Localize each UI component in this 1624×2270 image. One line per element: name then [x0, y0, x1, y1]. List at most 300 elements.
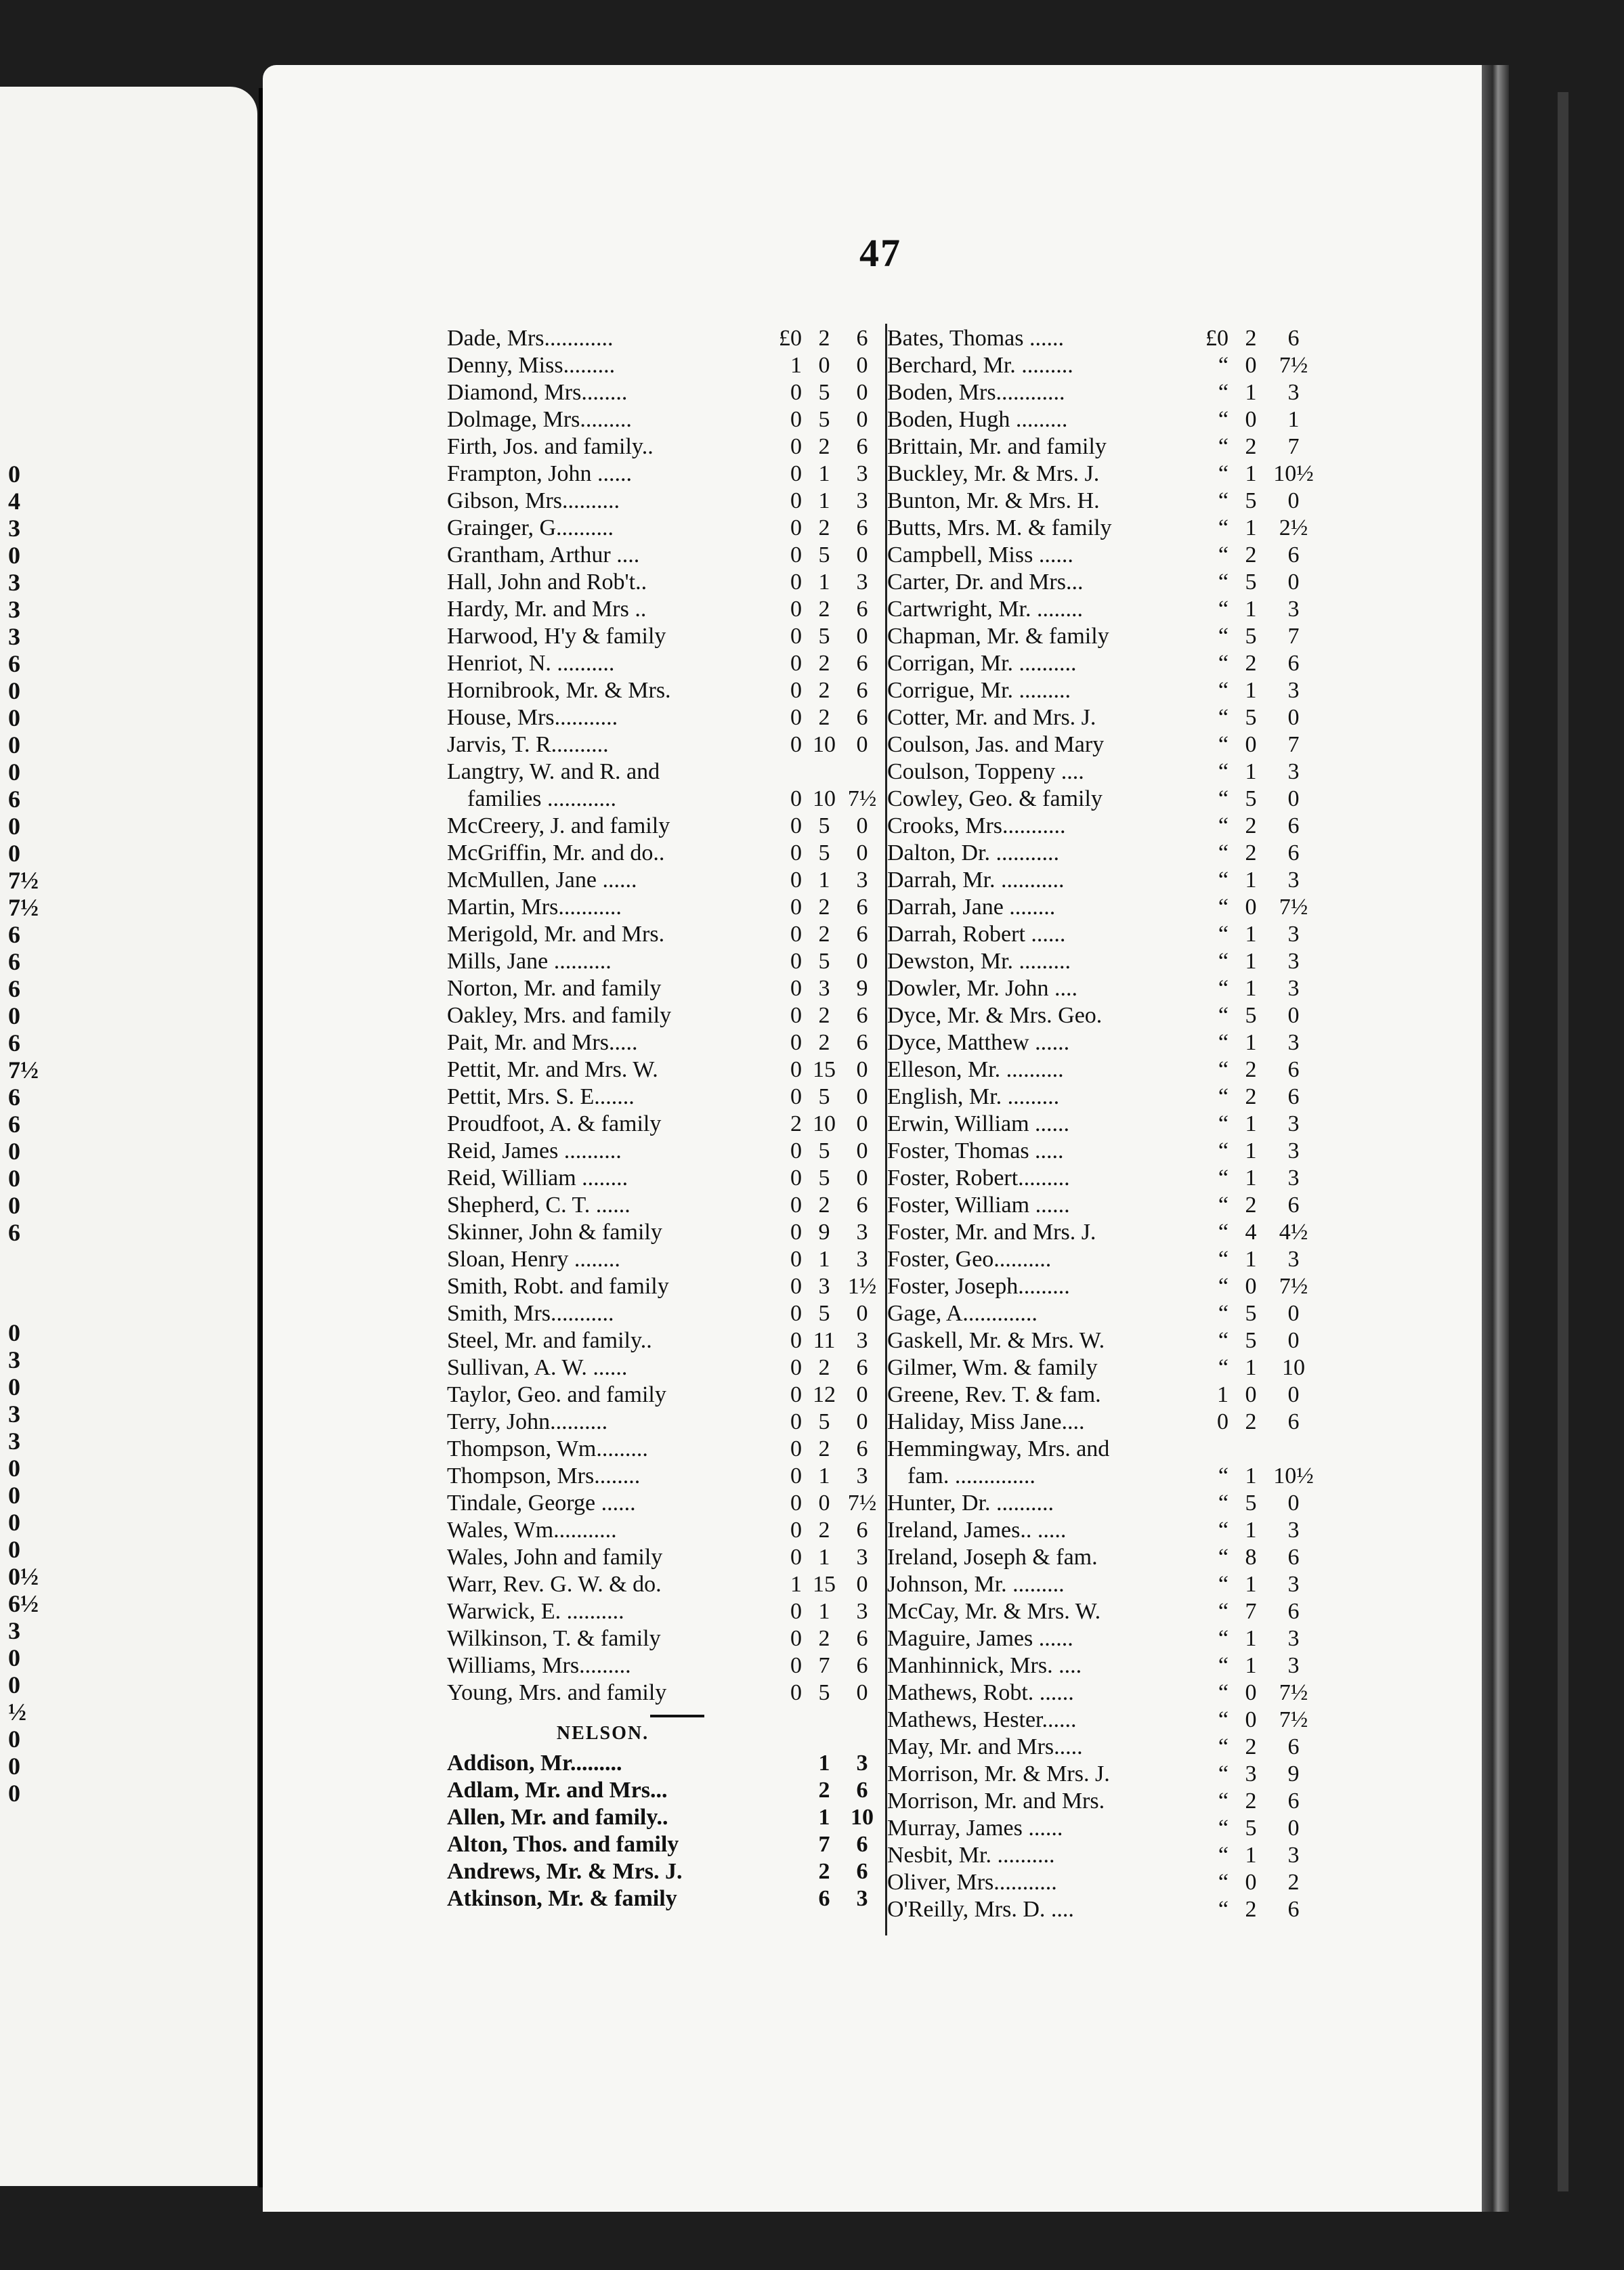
amount-pounds: 1 — [1217, 1382, 1228, 1407]
margin-digit: 7½ — [8, 894, 39, 921]
amount-pounds: “ — [1218, 1165, 1228, 1191]
amount-shillings: 5 — [818, 949, 830, 974]
amount-shillings: 1 — [1245, 1138, 1257, 1163]
amount-pence: 10½ — [1273, 1463, 1314, 1489]
amount-pounds: “ — [1218, 651, 1228, 676]
amount-pounds: 0 — [790, 1138, 802, 1163]
amount-pence: 1 — [1287, 407, 1300, 432]
amount-pence: 7½ — [1279, 1707, 1308, 1732]
amount-shillings: 2 — [818, 1436, 830, 1461]
subscriber-name: Campbell, Miss ...... — [887, 542, 1073, 568]
amount-shillings: 10 — [813, 1111, 836, 1136]
amount-pence: 0 — [856, 1138, 868, 1163]
amount-shillings: 2 — [818, 1003, 830, 1028]
amount-pounds: “ — [1218, 840, 1228, 865]
subscriber-name: Taylor, Geo. and family — [447, 1382, 666, 1407]
subscriber-row — [447, 1625, 884, 1652]
amount-pounds: “ — [1218, 813, 1228, 838]
subscriber-row — [887, 758, 1321, 786]
subscriber-name: Firth, Jos. and family.. — [447, 434, 654, 459]
subscriber-row — [887, 867, 1321, 894]
subscriber-row — [447, 1246, 884, 1273]
amount-pounds: “ — [1218, 461, 1228, 486]
subscriber-row — [887, 1734, 1321, 1761]
amount-shillings: 5 — [1245, 1328, 1257, 1353]
amount-shillings: 2 — [818, 597, 830, 622]
amount-pence: 6 — [856, 705, 868, 730]
amount-pounds: 0 — [790, 1436, 802, 1461]
amount-shillings: 5 — [818, 1680, 830, 1705]
subscriber-name: Greene, Rev. T. & fam. — [887, 1382, 1101, 1407]
amount-pounds: 0 — [790, 1328, 802, 1353]
amount-pence: 6 — [1287, 1734, 1300, 1759]
amount-pence: 0 — [856, 1084, 868, 1109]
amount-pounds: 0 — [790, 651, 802, 676]
subscriber-name: Wales, Wm........... — [447, 1518, 617, 1543]
amount-pence: 0 — [1287, 705, 1300, 730]
subscriber-row — [887, 677, 1321, 704]
subscriber-name: Langtry, W. and R. and — [447, 759, 660, 784]
amount-shillings: 2 — [818, 515, 830, 540]
amount-shillings: 5 — [818, 407, 830, 432]
amount-shillings: 1 — [1245, 922, 1257, 947]
amount-shillings: 5 — [818, 1409, 830, 1434]
subscriber-row — [447, 867, 884, 894]
amount-shillings: 5 — [1245, 1491, 1257, 1516]
amount-shillings: 2 — [818, 705, 830, 730]
amount-pounds: “ — [1218, 976, 1228, 1001]
margin-digit: 6 — [8, 1029, 20, 1056]
amount-shillings: 1 — [818, 1545, 830, 1570]
amount-pounds: “ — [1218, 1030, 1228, 1055]
amount-pounds: 0 — [790, 1355, 802, 1380]
amount-shillings: 2 — [1245, 542, 1257, 568]
amount-shillings: 2 — [1245, 1193, 1257, 1218]
subscriber-row — [447, 758, 884, 786]
margin-digit: 0 — [8, 813, 20, 840]
amount-pence: 6 — [1287, 1789, 1300, 1814]
amount-shillings: 1 — [818, 1463, 830, 1489]
subscriber-name: Coulson, Jas. and Mary — [887, 732, 1105, 757]
subscriber-row — [447, 1679, 884, 1707]
amount-shillings: 5 — [818, 1165, 830, 1191]
amount-pence: 7½ — [1279, 895, 1308, 920]
subscriber-name: Young, Mrs. and family — [447, 1680, 667, 1705]
subscriber-row — [447, 542, 884, 569]
subscriber-name: fam. .............. — [907, 1463, 1035, 1489]
amount-shillings: 7 — [1245, 1599, 1257, 1624]
amount-pounds: “ — [1218, 732, 1228, 757]
margin-digit: 0 — [8, 1373, 20, 1400]
amount-pence: 7 — [1287, 624, 1300, 649]
subscriber-row — [447, 1111, 884, 1138]
amount-pence: 0 — [856, 1165, 868, 1191]
subscriber-row — [447, 1273, 884, 1300]
subscriber-name: Norton, Mr. and family — [447, 976, 662, 1001]
amount-shillings: 2 — [818, 1626, 830, 1651]
subscriber-row — [447, 650, 884, 677]
amount-pence: 6 — [856, 1518, 868, 1543]
amount-pounds: 0 — [790, 786, 802, 811]
amount-pounds: “ — [1218, 1491, 1228, 1516]
amount-pounds: “ — [1218, 1463, 1228, 1489]
amount-shillings: 1 — [818, 1805, 830, 1830]
amount-shillings: 2 — [1245, 1084, 1257, 1109]
subscriber-row — [887, 1896, 1321, 1923]
subscriber-name: Foster, Robert......... — [887, 1165, 1070, 1191]
subscriber-name: Dolmage, Mrs......... — [447, 407, 632, 432]
amount-pounds: 0 — [790, 1030, 802, 1055]
subscriber-row — [447, 1750, 884, 1777]
subscriber-name: McMullen, Jane ...... — [447, 868, 637, 893]
amount-shillings: 2 — [1245, 813, 1257, 838]
subscriber-name: Warwick, E. .......... — [447, 1599, 624, 1624]
amount-pounds: 0 — [790, 1653, 802, 1678]
subscriber-row — [887, 623, 1321, 650]
amount-pence: 3 — [856, 1886, 868, 1911]
subscriber-row — [447, 1831, 884, 1858]
amount-pounds: “ — [1218, 1816, 1228, 1841]
amount-pence: 0 — [856, 1409, 868, 1434]
subscriber-row — [447, 1219, 884, 1246]
subscriber-row — [887, 1327, 1321, 1354]
subscriber-name: Gaskell, Mr. & Mrs. W. — [887, 1328, 1105, 1353]
subscriber-row — [887, 1842, 1321, 1869]
amount-pence: 6 — [1287, 1545, 1300, 1570]
margin-digit: 0 — [8, 840, 20, 867]
subscriber-name: Wales, John and family — [447, 1545, 663, 1570]
subscriber-row — [447, 1354, 884, 1382]
subscriber-name: Shepherd, C. T. ...... — [447, 1193, 631, 1218]
subscriber-name: Dade, Mrs............ — [447, 326, 614, 351]
subscriber-name: Boden, Mrs............ — [887, 380, 1065, 405]
subscriber-name: Skinner, John & family — [447, 1220, 662, 1245]
amount-pence: 0 — [1287, 1301, 1300, 1326]
amount-pounds: 0 — [790, 1247, 802, 1272]
amount-pence: 3 — [1287, 1247, 1300, 1272]
subscriber-name: Jarvis, T. R.......... — [447, 732, 609, 757]
book-cover-edge — [1558, 92, 1568, 2191]
margin-digit: 0 — [8, 1726, 20, 1753]
amount-pounds: “ — [1218, 407, 1228, 432]
subscriber-row — [447, 840, 884, 867]
amount-pence: 9 — [856, 976, 868, 1001]
amount-pence: 6 — [1287, 1084, 1300, 1109]
subscriber-row — [447, 1885, 884, 1912]
amount-pence: 0 — [1287, 1328, 1300, 1353]
amount-pence: 6 — [856, 1193, 868, 1218]
amount-pounds: 0 — [790, 922, 802, 947]
amount-pence: 1½ — [847, 1274, 877, 1299]
amount-pence: 6 — [1287, 840, 1300, 865]
margin-digit: 3 — [8, 1617, 20, 1644]
amount-pounds: 0 — [790, 1193, 802, 1218]
amount-pounds: 0 — [790, 1518, 802, 1543]
amount-shillings: 2 — [1245, 840, 1257, 865]
amount-pence: 0 — [1287, 570, 1300, 595]
subscriber-row — [447, 1777, 884, 1804]
subscriber-row — [447, 433, 884, 461]
subscriber-row — [887, 1084, 1321, 1111]
amount-shillings: 1 — [1245, 597, 1257, 622]
amount-shillings: 5 — [1245, 1003, 1257, 1028]
subscriber-row — [887, 1761, 1321, 1788]
amount-pence: 3 — [856, 868, 868, 893]
amount-shillings: 2 — [1245, 1789, 1257, 1814]
amount-pounds: “ — [1218, 570, 1228, 595]
facing-page-left — [0, 87, 257, 2186]
subscriber-row — [447, 677, 884, 704]
amount-pounds: 0 — [790, 1003, 802, 1028]
amount-pence: 0 — [856, 407, 868, 432]
subscriber-row — [447, 1165, 884, 1192]
amount-pounds: “ — [1218, 542, 1228, 568]
amount-pounds: “ — [1218, 624, 1228, 649]
amount-pence: 3 — [1287, 380, 1300, 405]
subscriber-row — [887, 569, 1321, 596]
amount-pounds: 0 — [790, 732, 802, 757]
amount-pounds: 0 — [790, 1409, 802, 1434]
subscriber-name: Nesbit, Mr. .......... — [887, 1843, 1055, 1868]
amount-pounds: “ — [1218, 597, 1228, 622]
subscriber-row — [887, 1598, 1321, 1625]
amount-pence: 0 — [856, 380, 868, 405]
amount-pounds: 0 — [790, 1626, 802, 1651]
amount-pence: 2½ — [1279, 515, 1308, 540]
amount-shillings: 1 — [1245, 759, 1257, 784]
amount-pence: 3 — [1287, 1518, 1300, 1543]
amount-pounds: 0 — [790, 597, 802, 622]
amount-shillings: 1 — [1245, 461, 1257, 486]
amount-pounds: “ — [1218, 1761, 1228, 1786]
amount-pounds: “ — [1218, 1789, 1228, 1814]
subscriber-name: Ireland, Joseph & fam. — [887, 1545, 1098, 1570]
subscriber-name: Grantham, Arthur .... — [447, 542, 640, 568]
subscriber-row — [887, 1219, 1321, 1246]
amount-pence: 0 — [1287, 786, 1300, 811]
amount-pence: 3 — [1287, 922, 1300, 947]
subscriber-name: Chapman, Mr. & family — [887, 624, 1109, 649]
amount-pounds: 0 — [1217, 1409, 1228, 1434]
amount-shillings: 2 — [818, 1355, 830, 1380]
margin-digit: 3 — [8, 515, 20, 542]
subscriber-row — [887, 1273, 1321, 1300]
subscriber-name: Grainger, G.......... — [447, 515, 614, 540]
subscriber-row — [887, 1300, 1321, 1327]
amount-pence: 0 — [1287, 1382, 1300, 1407]
subscriber-name: Foster, Joseph......... — [887, 1274, 1070, 1299]
amount-pounds: 0 — [790, 976, 802, 1001]
amount-shillings: 0 — [1245, 353, 1257, 378]
amount-pence: 6 — [856, 1436, 868, 1461]
amount-shillings: 0 — [1245, 407, 1257, 432]
subscriber-row — [887, 1165, 1321, 1192]
subscriber-name: Maguire, James ...... — [887, 1626, 1073, 1651]
subscriber-row — [447, 488, 884, 515]
amount-pounds: “ — [1218, 1220, 1228, 1245]
amount-pence: 3 — [856, 1247, 868, 1272]
amount-shillings: 1 — [818, 461, 830, 486]
amount-pence: 7½ — [847, 786, 877, 811]
margin-digit: 0 — [8, 1753, 20, 1780]
amount-pence: 6 — [1287, 651, 1300, 676]
amount-pounds: 0 — [790, 542, 802, 568]
subscriber-row — [447, 813, 884, 840]
amount-pence: 7½ — [1279, 1680, 1308, 1705]
amount-pounds: 0 — [790, 1220, 802, 1245]
subscriber-row — [447, 406, 884, 433]
left-margin-digits — [8, 461, 39, 1246]
margin-digit: 0 — [8, 1536, 20, 1563]
subscriber-name: Foster, William ...... — [887, 1193, 1070, 1218]
amount-pounds: 0 — [790, 1274, 802, 1299]
amount-shillings: 10 — [813, 786, 836, 811]
amount-pence: 3 — [1287, 1626, 1300, 1651]
amount-pence: 6 — [856, 922, 868, 947]
amount-pence: 10 — [1282, 1355, 1305, 1380]
amount-shillings: 1 — [1245, 1843, 1257, 1868]
amount-pounds: “ — [1218, 1653, 1228, 1678]
subscriber-row — [887, 433, 1321, 461]
subscriber-row — [887, 1625, 1321, 1652]
amount-pence: 0 — [856, 732, 868, 757]
amount-pence: 0 — [856, 542, 868, 568]
amount-shillings: 0 — [1245, 732, 1257, 757]
margin-digit: 0 — [8, 1319, 20, 1346]
amount-pence: 2 — [1287, 1870, 1300, 1895]
subscriber-row — [447, 596, 884, 623]
amount-pounds: 1 — [790, 1572, 802, 1597]
subscriber-name: Henriot, N. .......... — [447, 651, 615, 676]
margin-digit: ½ — [8, 1698, 26, 1726]
amount-shillings: 5 — [818, 380, 830, 405]
margin-digit: 0 — [8, 677, 20, 704]
subscriber-name: Cotter, Mr. and Mrs. J. — [887, 705, 1096, 730]
subscriber-row — [887, 1463, 1321, 1490]
subscriber-row — [447, 704, 884, 731]
subscriber-name: Corrigue, Mr. ......... — [887, 678, 1071, 703]
subscriber-name: Darrah, Mr. ........... — [887, 868, 1065, 893]
subscriber-name: Coulson, Toppeny .... — [887, 759, 1084, 784]
margin-digit: 7½ — [8, 1056, 39, 1084]
subscriber-column-right — [887, 325, 1321, 1923]
subscriber-column-left — [447, 325, 884, 1912]
subscriber-name: Thompson, Wm......... — [447, 1436, 648, 1461]
amount-pounds: 0 — [790, 380, 802, 405]
amount-pounds: “ — [1218, 515, 1228, 540]
subscriber-row — [887, 1571, 1321, 1598]
subscriber-name: Sloan, Henry ........ — [447, 1247, 620, 1272]
subscriber-name: Dalton, Dr. ........... — [887, 840, 1060, 865]
amount-pounds: “ — [1218, 1003, 1228, 1028]
amount-shillings: 2 — [818, 1859, 830, 1884]
amount-shillings: 2 — [818, 895, 830, 920]
margin-digit: 7½ — [8, 867, 39, 894]
amount-pounds: “ — [1218, 1247, 1228, 1272]
amount-pounds: 0 — [790, 570, 802, 595]
subscriber-name: May, Mr. and Mrs..... — [887, 1734, 1083, 1759]
subscriber-name: Buckley, Mr. & Mrs. J. — [887, 461, 1100, 486]
subscriber-row — [447, 461, 884, 488]
amount-shillings: 2 — [818, 1030, 830, 1055]
subscriber-name: Erwin, William ...... — [887, 1111, 1070, 1136]
margin-digit: 0 — [8, 1002, 20, 1029]
amount-shillings: 0 — [1245, 1274, 1257, 1299]
amount-shillings: 2 — [1245, 434, 1257, 459]
amount-shillings: 1 — [818, 570, 830, 595]
amount-pence: 3 — [856, 1545, 868, 1570]
amount-shillings: 1 — [1245, 380, 1257, 405]
subscriber-name: Terry, John.......... — [447, 1409, 608, 1434]
amount-pence: 0 — [856, 1301, 868, 1326]
amount-shillings: 5 — [1245, 1816, 1257, 1841]
subscriber-name: Cowley, Geo. & family — [887, 786, 1103, 811]
amount-pence: 0 — [856, 1057, 868, 1082]
subscriber-row — [887, 731, 1321, 758]
amount-pence: 6 — [856, 1778, 868, 1803]
amount-pounds: “ — [1218, 1138, 1228, 1163]
amount-pence: 3 — [1287, 759, 1300, 784]
subscriber-list-right — [887, 325, 1321, 1923]
amount-pence: 0 — [856, 1572, 868, 1597]
amount-shillings: 2 — [1245, 1057, 1257, 1082]
margin-digit: 0 — [8, 731, 20, 758]
amount-pence: 3 — [1287, 597, 1300, 622]
amount-pence: 0 — [856, 1111, 868, 1136]
amount-pounds: 0 — [790, 705, 802, 730]
subscriber-row — [447, 1192, 884, 1219]
margin-digit: 3 — [8, 596, 20, 623]
subscriber-row — [447, 1138, 884, 1165]
subscriber-name: McGriffin, Mr. and do.. — [447, 840, 665, 865]
page-edge — [1482, 65, 1509, 2212]
amount-pence: 0 — [1287, 1003, 1300, 1028]
amount-pence: 3 — [856, 488, 868, 513]
amount-pounds: 0 — [790, 1545, 802, 1570]
amount-pence: 0 — [1287, 488, 1300, 513]
subscriber-row — [887, 325, 1321, 352]
subscriber-name: Addison, Mr......... — [447, 1751, 622, 1776]
amount-pence: 3 — [1287, 1111, 1300, 1136]
amount-shillings: 12 — [813, 1382, 836, 1407]
amount-pence: 10½ — [1273, 461, 1314, 486]
amount-pence: 3 — [1287, 868, 1300, 893]
amount-shillings: 3 — [1245, 1761, 1257, 1786]
margin-digit: 0 — [8, 1509, 20, 1536]
amount-pounds: £0 — [1205, 326, 1228, 351]
subscriber-name: Carter, Dr. and Mrs... — [887, 570, 1084, 595]
subscriber-name: Warr, Rev. G. W. & do. — [447, 1572, 662, 1597]
amount-pounds: “ — [1218, 895, 1228, 920]
amount-shillings: 2 — [818, 922, 830, 947]
amount-pounds: “ — [1218, 353, 1228, 378]
subscriber-row — [447, 1436, 884, 1463]
amount-shillings: 1 — [1245, 1572, 1257, 1597]
subscriber-row — [887, 894, 1321, 921]
subscriber-row — [887, 840, 1321, 867]
margin-digit: 6 — [8, 650, 20, 677]
amount-pounds: “ — [1218, 1301, 1228, 1326]
subscriber-row — [447, 623, 884, 650]
margin-digit: 0 — [8, 1192, 20, 1219]
amount-shillings: 15 — [813, 1057, 836, 1082]
amount-pence: 3 — [1287, 1030, 1300, 1055]
amount-shillings: 7 — [818, 1832, 830, 1857]
subscriber-row — [447, 1804, 884, 1831]
amount-shillings: 2 — [1245, 1409, 1257, 1434]
amount-pounds: 0 — [790, 813, 802, 838]
amount-shillings: 6 — [818, 1886, 830, 1911]
